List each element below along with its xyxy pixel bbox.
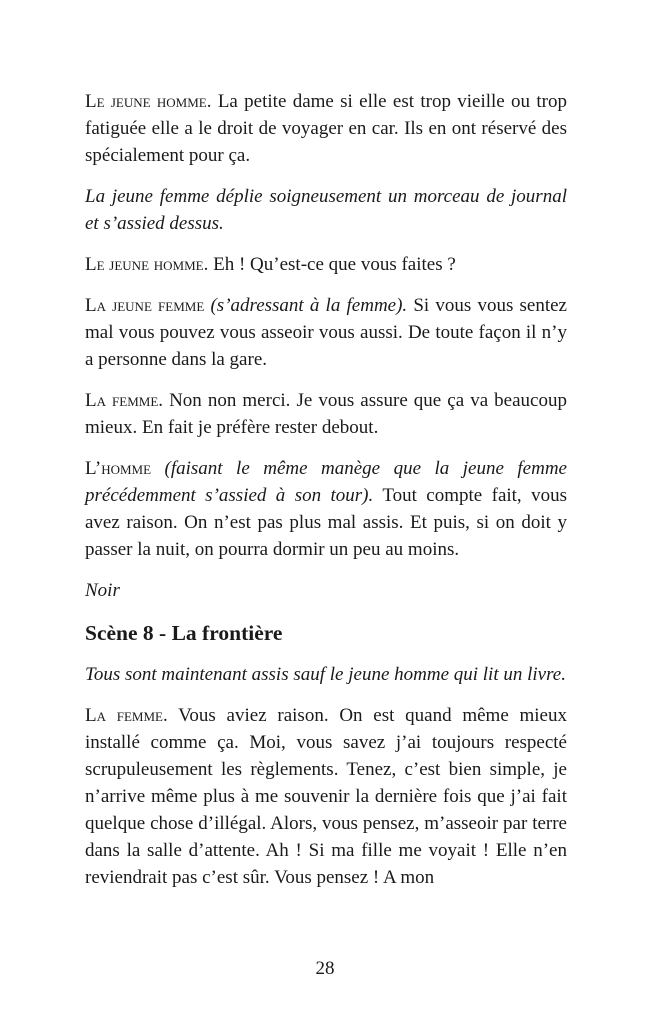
speaker-name: La femme.	[85, 705, 168, 726]
dialogue-paragraph	[85, 292, 567, 373]
dialogue-paragraph	[85, 387, 567, 441]
speaker-name: La jeune femme	[85, 295, 205, 316]
page-number: 28	[315, 958, 335, 979]
dialogue-paragraph	[85, 251, 567, 278]
stage-direction: Noir	[85, 580, 120, 601]
speaker-name: Le jeune homme.	[85, 91, 212, 112]
dialogue-paragraph	[85, 455, 567, 563]
inline-stage-direction: (faisant le même manège que la jeune femme précédemment s’assied à son tour).	[85, 458, 567, 506]
dialogue-paragraph	[85, 88, 567, 169]
speaker-name: L’homme	[85, 458, 152, 479]
dialogue-paragraph	[85, 702, 567, 891]
dialogue-text: La petite dame si elle est trop vieille ou trop fatiguée elle a le droit de voyager en car. Ils en ont réservé des spécialement pour ça.	[85, 91, 567, 166]
dialogue-text: Tout compte fait, vous avez raison. On n’est pas plus mal assis. Et puis, si on doit y passer la nuit, on pourra dormir un peu au moins.	[85, 485, 567, 560]
stage-direction: Tous sont maintenant assis sauf le jeune homme qui lit un livre.	[85, 664, 566, 685]
inline-stage-direction: (s’adressant à la femme).	[204, 295, 408, 316]
dialogue-text: Vous aviez raison. On est quand même mieux installé comme ça. Moi, vous savez j’ai toujours respecté scrupuleusement les règlements. Tenez, c’est bien simple, je n’arrive même plus à me souvenir la dernière fois que j’ai fait quelque chose d’illégal. Alors, vous pensez, m’asseoir par terre dans la salle d’attente. Ah ! Si ma fille me voyait ! Elle n’en reviendrait pas c’est sûr. Vous pensez ! A mon	[85, 705, 567, 888]
speaker-name: La femme.	[85, 390, 164, 411]
stage-direction: La jeune femme déplie soigneusement un morceau de journal et s’assied dessus.	[85, 186, 567, 234]
dialogue-text: Eh ! Qu’est-ce que vous faites ?	[208, 254, 456, 275]
speaker-name: Le jeune homme.	[85, 254, 209, 275]
text-block	[85, 88, 567, 905]
dialogue-text: Non non merci. Je vous assure que ça va beaucoup mieux. En fait je préfère rester debout.	[85, 390, 567, 438]
dialogue-text: Si vous vous sentez mal vous pouvez vous asseoir vous aussi. De toute façon il n’y a personne dans la gare.	[85, 295, 567, 370]
scene-heading: Scène 8 - La frontière	[85, 621, 283, 645]
